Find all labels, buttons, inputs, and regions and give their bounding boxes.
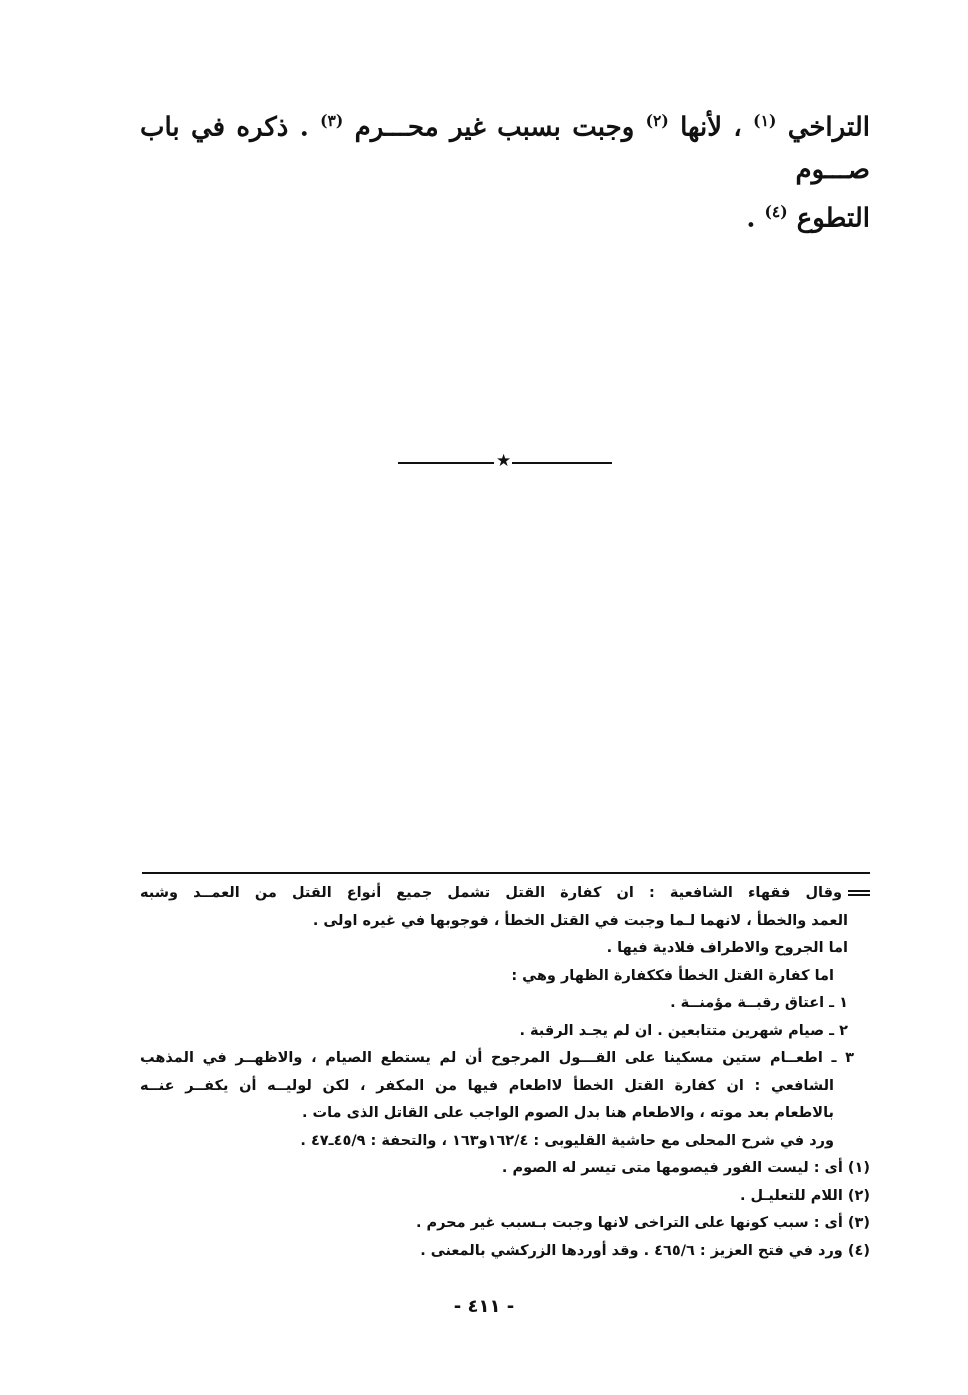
footnote-item-4: (٤) ورد في فتح العزيز : ٤٦٥/٦ . وقد أوردها الزركشي بالمعنى . xyxy=(420,1242,870,1259)
footnote-separator-rule xyxy=(142,872,870,874)
footnotes-section xyxy=(140,880,870,1265)
divider-line-right xyxy=(512,462,612,464)
footnote-item-1: (١) أى : ليست الفور فيصومها متى تيسر له الصوم . xyxy=(501,1160,870,1176)
footnote-list-item: ٣ ـ اطعــام ستين مسكينا على القـــول المرجوح أن لم يستطع الصيام ، والاظهــر في المذهب xyxy=(140,1050,854,1066)
footnote-list-item: ١ ـ اعتاق رقبــة مؤمنــة . xyxy=(670,995,848,1011)
footnote-continuation-line: بالاطعام بعد موته ، والاطعام هنا بدل الصوم الواجب على القاتل الذى مات . xyxy=(301,1105,834,1121)
footnote-continuation-line: اما الجروح والاطراف فلادية فيها . xyxy=(606,940,848,956)
footnote-continuation-line: اما كفارة القتل الخطأ فككفارة الظهار وهي : xyxy=(511,967,834,984)
footnote-item-2: (٢) اللام للتعليـل . xyxy=(739,1187,870,1204)
body-text-segment: . xyxy=(746,203,765,234)
continuation-mark-icon xyxy=(848,890,870,896)
footnote-list-item: ٢ ـ صيام شهرين متتابعين . ان لم يجـد الرقبة . xyxy=(519,1022,848,1039)
body-text-segment: التطوع xyxy=(787,203,870,234)
footnote-citation-line: ورد في شرح المحلى مع حاشية القليوبى : ١٦٢/٤و١٦٣ ، والتحفة : ٤٥/٩ـ٤٧ . xyxy=(300,1132,834,1149)
page-number: - ٤١١ - xyxy=(453,1296,515,1317)
star-divider xyxy=(398,451,612,472)
main-body-paragraph xyxy=(140,100,870,239)
divider-line-left xyxy=(398,462,494,464)
body-text-segment: وجبت بسبب غير محـــرم xyxy=(343,112,646,143)
footnote-continuation-line: وقال فقهاء الشافعية : ان كفارة القتل تشمل جميع أنواع القتل من العمــد وشبه xyxy=(140,880,870,908)
body-text-segment: ، لأنها xyxy=(668,112,754,143)
footnote-ref-4: (٤) xyxy=(764,201,788,221)
body-text-segment: . ذكره في باب صـــوم xyxy=(140,112,870,185)
footnote-continuation-line: الشافعي : ان كفارة القتل الخطأ لااطعام فيها من المكفر ، لكن لوليــه أن يكفــر عنــه xyxy=(140,1077,834,1094)
footnote-ref-2: (٢) xyxy=(645,111,669,130)
body-text-segment: التراخي xyxy=(776,112,870,143)
footnote-item-3: (٣) أى : سبب كونها على التراخى لانها وجبت بـسبب غير محرم . xyxy=(415,1215,870,1231)
footnote-continuation-line: العمد والخطأ ، لانهما لـما وجبت في القتل الخطأ ، فوجوبها في غيره اولى . xyxy=(312,912,848,929)
footnote-ref-3: (٣) xyxy=(320,111,344,130)
star-icon: ★ xyxy=(496,451,512,471)
footnote-ref-1: (١) xyxy=(753,111,777,130)
